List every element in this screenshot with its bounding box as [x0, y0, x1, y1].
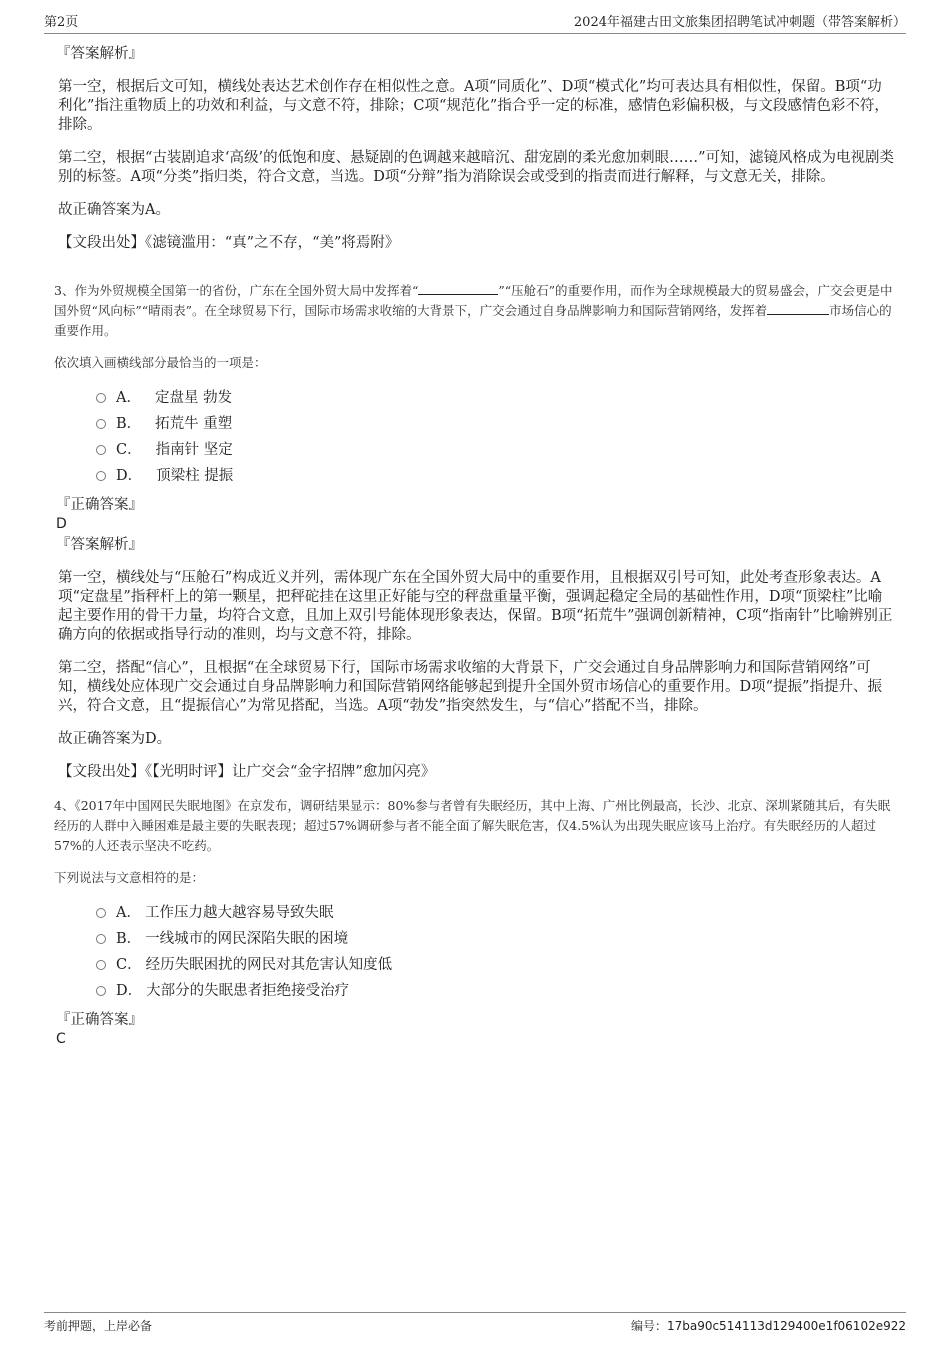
radio-icon[interactable] [96, 471, 106, 481]
radio-icon[interactable] [96, 908, 106, 918]
q3-answer-label: 『正确答案』 [56, 497, 143, 513]
q3-option-a[interactable]: A． 定盘星 勃发 [96, 383, 896, 409]
q2-source: 【文段出处】《滤镜滥用：“真”之不存，“美”将焉附》 [58, 235, 400, 251]
page-content [56, 44, 896, 1048]
footer-slogan: 考前押题，上岸必备 [44, 1319, 153, 1333]
radio-icon[interactable] [96, 934, 106, 944]
page-footer [44, 1312, 906, 1334]
q4-option-a[interactable]: A． 工作压力越大越容易导致失眠 [96, 898, 896, 924]
q3-analysis-paragraph-2: 第二空，搭配“信心”，且根据“在全球贸易下行，国际市场需求收缩的大背景下，广交会通过自身品牌影响力和国际营销网络”可知，横线处应体现广交会通过自身品牌影响力和国际营销网络能够起到提升全国外贸市场信心的重要作用。D项“提振”指提升、振兴，符合文意，且“提振信心”为常见搭配，当选。A项“勃发”指突然发生，与“信心”搭配不当，排除。 [58, 660, 882, 714]
q3-answer: D [56, 516, 67, 532]
q3-conclusion: 故正确答案为D。 [58, 731, 172, 747]
q4-option-d[interactable]: D． 大部分的失眠患者拒绝接受治疗 [96, 976, 896, 1002]
q4-options [96, 898, 896, 1002]
q3-prompt: 依次填入画横线部分最恰当的一项是： [54, 355, 267, 370]
q2-analysis-label: 『答案解析』 [56, 46, 143, 62]
q3-option-b[interactable]: B． 拓荒牛 重塑 [96, 409, 896, 435]
q4-answer-label: 『正确答案』 [56, 1012, 143, 1028]
q3-option-c[interactable]: C． 指南针 坚定 [96, 435, 896, 461]
q4-answer: C [56, 1031, 66, 1047]
q3-options [96, 383, 896, 487]
radio-icon[interactable] [96, 419, 106, 429]
q2-analysis-paragraph-1: 第一空，根据后文可知，横线处表达艺术创作存在相似性之意。A项“同质化”、D项“模式化”均可表达具有相似性，保留。B项“功利化”指注重物质上的功效和利益，与文意不符，排除；C项“规范化”指合乎一定的标准，感情色彩偏积极，与文段感情色彩不符，排除。 [58, 79, 889, 133]
document-title: 2024年福建古田文旅集团招聘笔试冲刺题（带答案解析） [573, 15, 906, 30]
q3-source: 【文段出处】《【光明时评】让广交会“金字招牌”愈加闪亮》 [58, 764, 436, 780]
q4-stem: 4、《2017年中国网民失眠地图》在京发布，调研结果显示：80%参与者曾有失眠经历，其中上海、广州比例最高，长沙、北京、深圳紧随其后，有失眠经历的人群中入睡困难是最主要的失眠表现；超过57%调研参与者不能全面了解失眠危害，仅4.5%认为出现失眠应该马上治疗。有失眠经历的人超过57%的人还表示坚决不吃药。 [54, 798, 891, 853]
document-id: 编号：17ba90c514113d129400e1f06102e922 [630, 1319, 906, 1333]
radio-icon[interactable] [96, 445, 106, 455]
q3-blank-2 [767, 302, 829, 315]
q4-prompt: 下列说法与文意相符的是： [54, 870, 205, 885]
radio-icon[interactable] [96, 393, 106, 403]
page-number: 第2页 [44, 15, 79, 30]
q3-option-d[interactable]: D． 顶梁柱 提振 [96, 461, 896, 487]
q2-analysis-paragraph-2: 第二空，根据“古装剧追求‘高级’的低饱和度、悬疑剧的色调越来越暗沉、甜宠剧的柔光愈加刺眼……”可知，滤镜风格成为电视剧类别的标签。A项“分类”指归类，符合文意，当选。D项“分辩”指为消除误会或受到的指责而进行解释，与文意无关，排除。 [58, 150, 895, 185]
q2-analysis [58, 78, 896, 253]
q3-blank-1 [418, 282, 498, 295]
q3-stem: 3、作为外贸规模全国第一的省份，广东在全国外贸大局中发挥着“ ”“压舱石”的重要作用，而作为全球规模最大的贸易盛会，广交会更是中国外贸“风向标”“晴雨表”。在全球贸易下行，国际市场需求收缩的大背景下，广交会通过自身品牌影响力和国际营销网络，发挥着 市场信心的重要作用。 [54, 283, 893, 338]
q2-conclusion: 故正确答案为A。 [58, 202, 170, 218]
q4-option-b[interactable]: B． 一线城市的网民深陷失眠的困境 [96, 924, 896, 950]
q4-option-c[interactable]: C． 经历失眠困扰的网民对其危害认知度低 [96, 950, 896, 976]
page-header [44, 12, 906, 34]
radio-icon[interactable] [96, 986, 106, 996]
q3-analysis-label: 『答案解析』 [56, 537, 143, 553]
radio-icon[interactable] [96, 960, 106, 970]
q3-analysis [58, 569, 896, 782]
q3-analysis-paragraph-1: 第一空，横线处与“压舱石”构成近义并列，需体现广东在全国外贸大局中的重要作用，且根据双引号可知，此处考查形象表达。A项“定盘星”指秤杆上的第一颗星，把秤砣挂在这里正好能与空的秤盘重量平衡，强调起稳定全局的基础性作用，D项“顶梁柱”比喻起主要作用的骨干力量，均符合文意，且加上双引号能体现形象表达，保留。B项“拓荒牛”强调创新精神，C项“指南针”比喻辨别正确方向的依据或指导行动的准则，均与文意不符，排除。 [58, 570, 893, 643]
